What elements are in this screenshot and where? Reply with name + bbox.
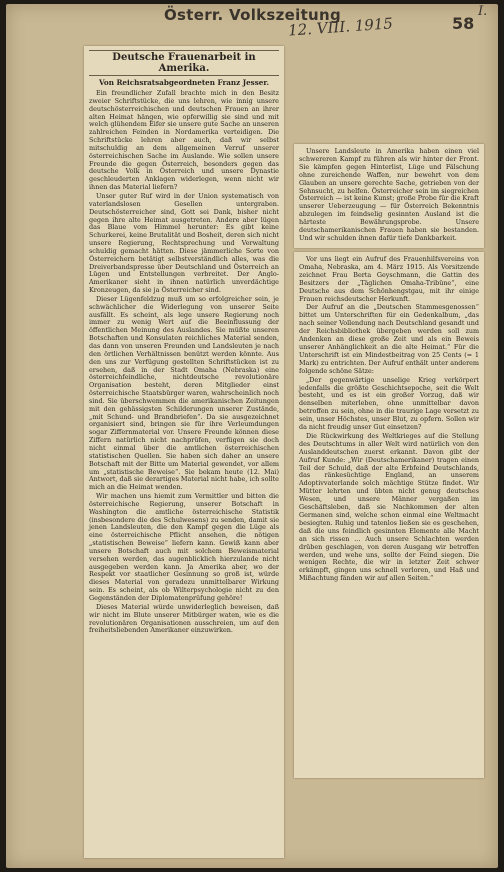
clipping-left-column (84, 46, 284, 858)
paragraph: Vor uns liegt ein Aufruf des Frauenhilfsvereins von Omaha, Nebraska, am 4. März 1915. Als Vorsitzende zeichnet Frau Berta Geyschmann, die Gattin des Besitzers der „Täglichen Omaha-Tribüne“, eine Deutsche aus dem Schönhengstgau, mit ihr einige Frauen reichsdeutscher Herkunft. (299, 255, 479, 303)
paragraph: Unser guter Ruf wird in der Union systematisch von vaterlandslosen Gesellen untergraben. Deutschösterreicher sind, Gott sei Dank, bisher nicht gegen ihre alte Heimat ausgetreten. Andere aber lügen das Blaue vom Himmel herunter: Es gibt keine Schurkerei, keine Brutalität und Bosheit, deren sich nicht unsere Regierung, Rechtsprechung und Verwaltung schuldig gemacht hätten. Diese jämmerliche Sorte von Österreichern betätigt selbstverständlich alles, was die Dreiverbandspresse über Deutschland und Österreich an Lügen und Entstellungen verbreitet. Der Anglo-Amerikaner sieht in ihnen natürlich unverdächtige Kronzeugen, da sie ja Österreicher sind. (89, 191, 279, 295)
clipping-right-bottom (294, 252, 484, 778)
article-title: Deutsche Frauenarbeit in Amerika. (89, 50, 279, 76)
sheet-header (6, 4, 498, 40)
paragraph: „Der gegenwärtige unselige Krieg verkörpert jedenfalls die größte Geschichtsepoche, seit die Welt besteht, und es ist ein großer Vorzug, daß wir denselben miterleben, ohne unmittelbar davon betroffen zu sein, ohne in die traurige Lage versetzt zu sein, unser Höchstes, unser Blut, zu opfern. Sollen wir da nicht freudig unser Gut einsetzen? (299, 375, 479, 432)
paragraph: Unsere Landsleute in Amerika haben einen viel schwereren Kampf zu führen als wir hinter der Front. Sie kämpfen gegen Hinterlist, Lüge und Fälschung ohne zureichende Waffen, nur bewehrt von dem Glauben an unsere gerechte Sache, getrieben von der Sehnsucht, zu helfen. Österreicher sein im siegreichen Österreich — ist keine Kunst; große Probe für die Kraft unserer Ueberzeugung — für Österreich Bekenntnis abzulegen im feindselig gesinnten Ausland ist die härteste Bewährungsprobe. Unsere deutschamerikanischen Frauen haben sie bestanden. Und wir schulden ihnen dafür tiefe Dankbarkeit. (299, 147, 479, 242)
article-byline: Von Reichsratsabgeordneten Franz Jesser. (99, 78, 269, 87)
handwritten-corner-mark: I. (478, 4, 488, 19)
clipping-right-top (294, 144, 484, 248)
page-number: 58 (452, 14, 475, 33)
paragraph: Wir machen uns hiemit zum Vermittler und bitten die österreichische Regierung, unserer Botschaft in Washington die amtliche österreichische Statistik (insbesondere die des Schulwesens) zu senden, damit sie jenen Landsleuten, die den Kampf gegen die Lüge als eine österreichische Pflicht ansehen, die nötigen „statistischen Beweise“ liefern kann. Gewiß kann aber unsere Botschaft auch mit solchem Beweismaterial versehen werden, das augenblicklich hierzulande nicht ausgegeben werden kann. Ja Amerika aber, wo der Respekt vor staatlicher Gesinnung so groß ist, würde dieses Material von geradezu unmittelbarer Wirkung sein. Es scheint, als ob Wilterpsychologie nicht zu den Gegenständen der Diplomatenprüfung gehöre! (89, 492, 279, 602)
masthead: Österr. Volkszeitung (164, 6, 342, 24)
paragraph: Die Rückwirkung des Weltkrieges auf die Stellung des Deutschtums in aller Welt wird natürlich von den Auslanddeutschen zuerst erkannt. Davon gibt der Aufruf Kunde: „Wir (Deutschamerikaner) tragen einen Teil der Schuld, daß der alte Erbfeind Deutschlands, das ränkesüchtige England, an unserem Adoptivvaterlande solch mächtige Stütze findet. Wir Mütter lehrten und übten nicht genug deutsches Wesen, und unsere Männer vergaßen im Geschäftsleben, daß sie Nachkommen der alten Germanen sind, welche schon einmal eine Weltmacht besiegten. Ruhig und tatenlos ließen sie es geschehen, daß die uns feindlich gesinnten Elemente alle Macht an sich rissen ... Auch unsere Schlachten werden drüben geschlagen, von deren Ausgang wir betroffen werden, und wehe uns, sollte der Feind siegen. Die wenigen Rechte, die wir in letzter Zeit schwer erkämpft, gingen uns schnell verloren, und Haß und Mißachtung fänden wir auf allen Seiten.“ (299, 431, 479, 583)
paragraph: Dieses Material würde unwiderleglich beweisen, daß wir nicht im Blute unserer Mitbürger waten, wie es die revolutionären Organisationen ausschreien, um auf den freiheitsliebenden Amerikaner einzuwirken. (89, 602, 279, 635)
paragraph: Ein freundlicher Zufall brachte mich in den Besitz zweier Schriftstücke, die uns lehren, wie innig unsere deutschösterreichischen und deutschen Frauen an ihrer alten Heimat hängen, wie opferwillig sie sind und mit welch glühendem Eifer sie unsere gute Sache an unseren zahlreichen Feinden in Nordamerika verteidigen. Die Schriftstücke lehren aber auch, daß wir selbst mitschuldig an dem allgemeinen Verruf unserer österreichischen Sache im Auslande. Wie sollen unsere Freunde die gegen Österreich, besonders gegen das deutsche Volk in Österreich und unsere Dynastie geschleuderten Anklagen widerlegen, wenn nicht wir ihnen das Material liefern? (89, 89, 279, 192)
handwritten-date: 12. VIII. 1915 (287, 14, 394, 40)
paragraph: Dieser Lügenfeldzug muß um so erfolgreicher sein, je schwächlicher die Widerlegung von unserer Seite ausfällt. Es scheint, als lege unsere Regierung noch immer zu wenig Wert auf die Beeinflussung der öffentlichen Meinung des Auslandes. Sie müßte unseren Botschaften und Konsulaten reichliches Material senden, das dann von unseren Freunden und Landsleuten je nach den örtlichen Verhältnissen benützt werden könnte. Aus den uns zur Verfügung gestellten Schriftstücken ist zu ersehen, daß in der Stadt Omaha (Nebraska) eine österreichfeindliche, nichtdeutsche revolutionäre Organisation besteht, deren Mitglieder einst österreichische Staatsbürger waren, wahrscheinlich noch sind. Sie überschwemmen die amerikanischen Zeitungen mit den gehässigsten Schilderungen unserer Zustände, „mit Schund- und Brandbriefen“. Da sie ausgezeichnet organisiert sind, bringen sie für ihre Verleumdungen sogar Ziffernmaterial vor. Unsere Freunde können diese Ziffern natürlich nicht nachprüfen, verfügen sie doch nicht einmal über die amtlichen österreichischen statistischen Quellen. Sie haben sich daher an unsere Botschaft mit der Bitte um Material gewendet, vor allem um „statistische Beweise“. Sie bekam heute (12. Mai) Antwort, daß sie derartiges Material nicht habe, ich sollte mich an die Heimat wenden. (89, 294, 279, 492)
archive-sheet (6, 4, 498, 868)
paragraph: Der Aufruf an die „Deutschen Stammesgenossen“ bittet um Unterschriften für ein Gedenkalbum, „das nach seiner Vollendung nach Deutschland gesandt und der Reichsbibliothek übergeben werden soll zum Andenken an diese große Zeit und als ein Beweis unserer Anhänglichkeit an die alte Heimat.“ Für die Unterschrift ist ein Mindestbeitrag von 25 Cents (= 1 Mark) zu entrichten. Der Aufruf enthält unter anderem folgende schöne Sätze: (299, 303, 479, 375)
